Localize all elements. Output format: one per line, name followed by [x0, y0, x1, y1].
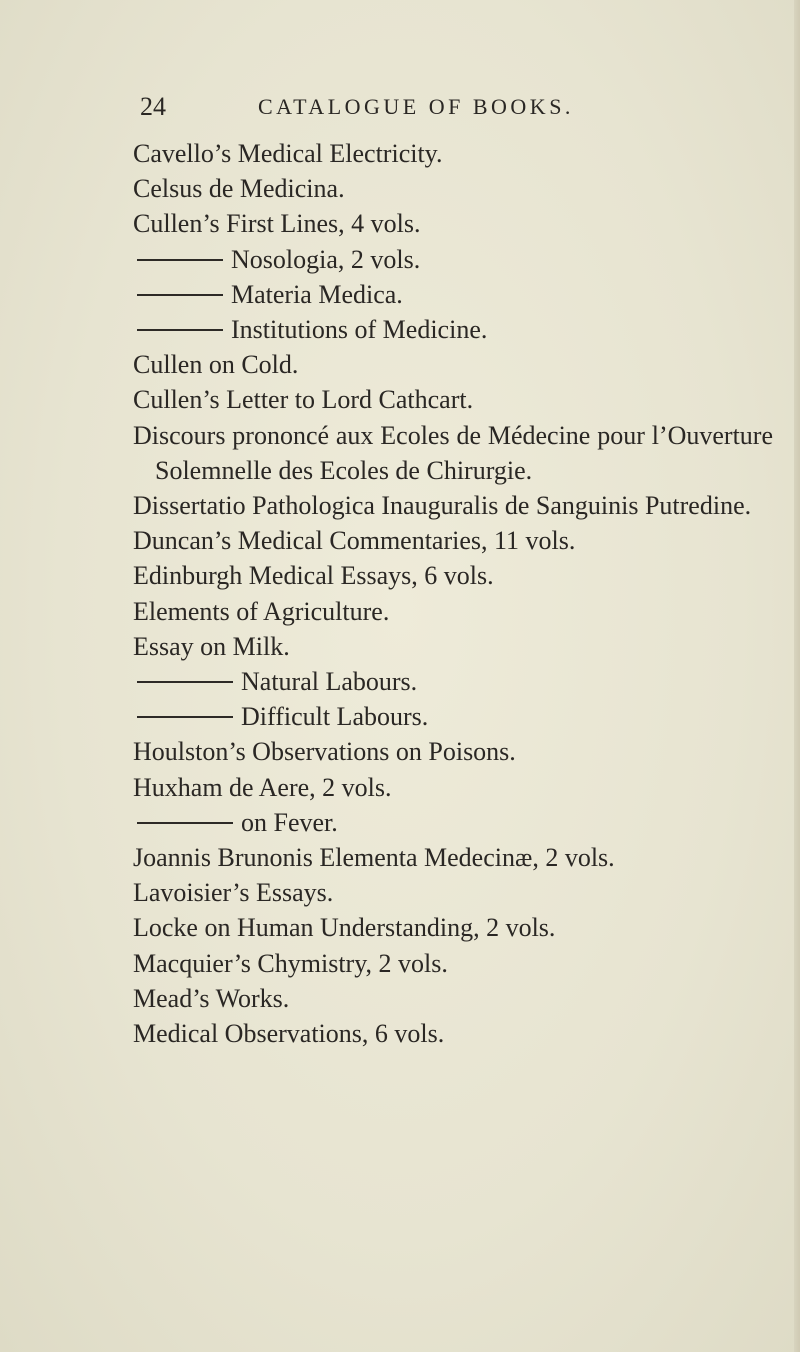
entry-text: Edinburgh Medical Essays, 6 vols. — [133, 561, 494, 591]
entry-text: Medical Observations, 6 vols. — [133, 1019, 445, 1049]
entry-text: Dissertatio Pathologica Inauguralis de Sanguinis Putredine. — [133, 491, 752, 521]
entry-text: Institutions of Medicine. — [231, 315, 488, 345]
ditto-rule — [137, 681, 233, 683]
catalogue-entry — [133, 488, 773, 523]
catalogue-entry — [133, 347, 773, 382]
catalogue-entry — [133, 206, 773, 241]
catalogue-entry-ditto — [133, 664, 773, 699]
running-head: CATALOGUE OF BOOKS. — [258, 94, 574, 119]
entry-text: Locke on Human Understanding, 2 vols. — [133, 913, 556, 943]
ditto-rule — [137, 259, 223, 261]
ditto-rule — [137, 329, 223, 331]
catalogue-entry — [133, 523, 773, 558]
entry-text: Lavoisier’s Essays. — [133, 878, 334, 908]
entry-text: Discours prononcé aux Ecoles de Médecine pour l’Ouverture Solemnelle des Ecoles de Chirurgie. — [133, 420, 773, 485]
ditto-rule — [137, 294, 223, 296]
catalogue-entry — [133, 594, 773, 629]
catalogue-list — [133, 136, 773, 1051]
entry-text: Natural Labours. — [241, 667, 418, 697]
entry-text: Macquier’s Chymistry, 2 vols. — [133, 948, 448, 978]
catalogue-entry — [133, 171, 773, 206]
catalogue-entry — [133, 418, 773, 488]
catalogue-entry — [133, 629, 773, 664]
entry-text: Joannis Brunonis Elementa Medecinæ, 2 vols. — [133, 843, 615, 873]
ditto-rule — [137, 822, 233, 824]
entry-text: Cavello’s Medical Electricity. — [133, 139, 443, 168]
entry-text: Mead’s Works. — [133, 983, 290, 1013]
entry-text: Difficult Labours. — [241, 702, 429, 732]
entry-text: Houlston’s Observations on Poisons. — [133, 737, 516, 767]
catalogue-entry — [133, 734, 773, 769]
entry-text: Cullen on Cold. — [133, 350, 299, 380]
catalogue-entry-ditto — [133, 242, 773, 277]
catalogue-entry-ditto — [133, 699, 773, 734]
catalogue-entry — [133, 981, 773, 1016]
catalogue-entry — [133, 910, 773, 945]
catalogue-entry — [133, 558, 773, 593]
page-edge — [794, 0, 800, 1352]
entry-text: Celsus de Medicina. — [133, 174, 345, 204]
catalogue-entry-ditto — [133, 805, 773, 840]
entry-text: Duncan’s Medical Commentaries, 11 vols. — [133, 526, 576, 556]
catalogue-entry — [133, 770, 773, 805]
page-header — [140, 92, 660, 132]
catalogue-entry — [133, 840, 773, 875]
entry-text: Elements of Agriculture. — [133, 596, 390, 626]
entry-text: Nosologia, 2 vols. — [231, 244, 421, 274]
entry-text: Materia Medica. — [231, 279, 403, 309]
entry-text: Huxham de Aere, 2 vols. — [133, 772, 392, 802]
catalogue-entry — [133, 1016, 773, 1051]
entry-text: Cullen’s First Lines, 4 vols. — [133, 209, 421, 239]
page-number: 24 — [140, 92, 166, 121]
catalogue-entry — [133, 136, 773, 171]
catalogue-entry-ditto — [133, 277, 773, 312]
catalogue-entry-ditto — [133, 312, 773, 347]
catalogue-entry — [133, 382, 773, 417]
catalogue-entry — [133, 946, 773, 981]
ditto-rule — [137, 716, 233, 718]
catalogue-entry — [133, 875, 773, 910]
entry-text: on Fever. — [241, 807, 338, 837]
entry-text: Essay on Milk. — [133, 631, 290, 661]
entry-text: Cullen’s Letter to Lord Cathcart. — [133, 385, 474, 415]
